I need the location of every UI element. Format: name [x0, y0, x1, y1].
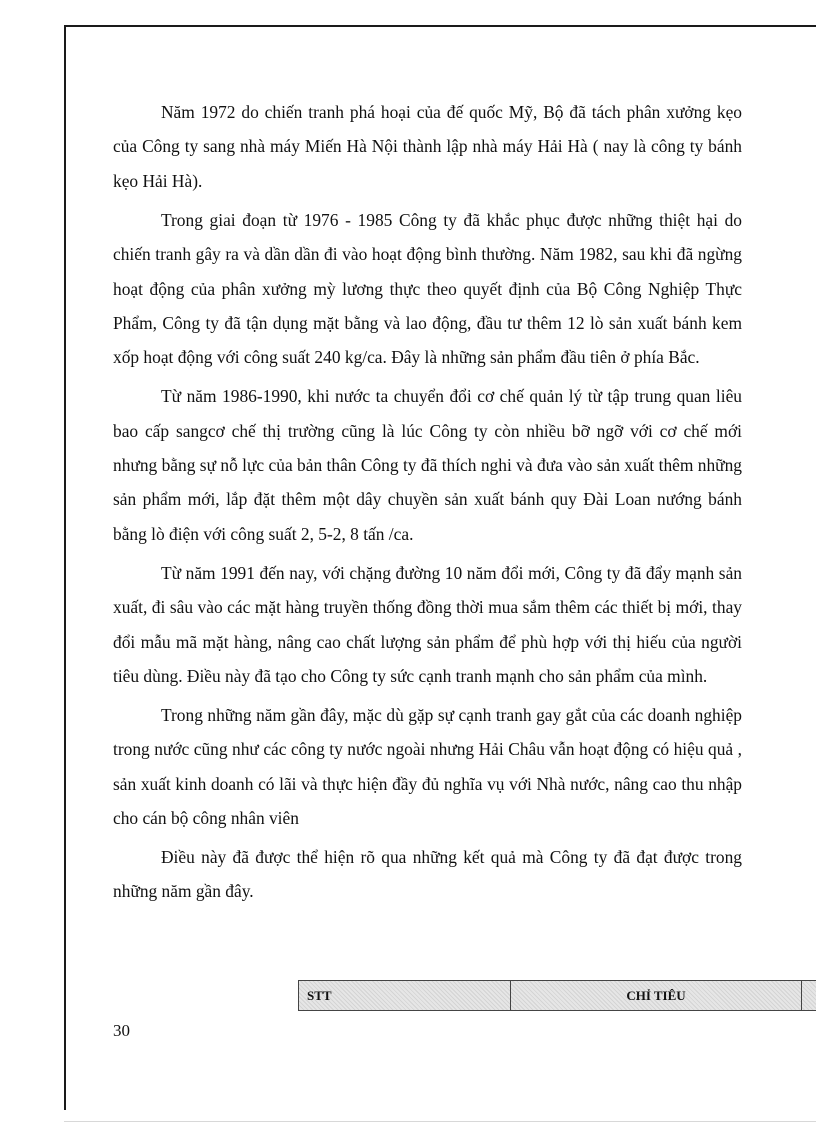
page-number: 30: [113, 1021, 130, 1040]
paragraph-2: Trong giai đoạn từ 1976 - 1985 Công ty đã khắc phục được những thiệt hại do chiến tranh gây ra và dần dần đi vào hoạt động bình thường. Năm 1982, sau khi đã ngừng hoạt động của phân xưởng mỳ lương thực theo quyết định của Bộ Công Nghiệp Thực Phẩm, Công ty đã tận dụng mặt bằng và lao động, đầu tư thêm 12 lò sản xuất bánh kem xốp hoạt động với công suất 240 kg/ca. Đây là những sản phẩm đầu tiên ở phía Bắc.: [113, 209, 742, 368]
page-bottom-divider: [64, 1121, 816, 1122]
table-header-chi-tieu: CHỈ TIÊU: [511, 981, 802, 1010]
table-header-stt: STT: [299, 981, 511, 1010]
body-text: [113, 95, 742, 913]
table-header-cell: [802, 981, 816, 1010]
paragraph-5: Trong những năm gần đây, mặc dù gặp sự cạnh tranh gay gắt của các doanh nghiệp trong nước cũng như các công ty nước ngoài nhưng Hải Châu vẫn hoạt động có hiệu quả , sản xuất kinh doanh có lãi và thực hiện đầy đủ nghĩa vụ với Nhà nước, nâng cao thu nhập cho cán bộ công nhân viên: [113, 704, 742, 829]
paragraph-6: Điều này đã được thể hiện rõ qua những kết quả mà Công ty đã đạt được trong những năm gần đây.: [113, 847, 742, 902]
paragraph-1: Năm 1972 do chiến tranh phá hoại của đế quốc Mỹ, Bộ đã tách phân xưởng kẹo của Công ty sang nhà máy Miến Hà Nội thành lập nhà máy Hải Hà ( nay là công ty bánh kẹo Hải Hà).: [113, 102, 742, 191]
paragraph-4: Từ năm 1991 đến nay, với chặng đường 10 năm đổi mới, Công ty đã đẩy mạnh sản xuất, đi sâu vào các mặt hàng truyền thống đồng thời mua sắm thêm các thiết bị mới, thay đổi mẫu mã mặt hàng, nâng cao chất lượng sản phẩm để phù hợp với thị hiếu của người tiêu dùng. Điều này đã tạo cho Công ty sức cạnh tranh mạnh cho sản phẩm của mình.: [113, 562, 742, 686]
paragraph-3: Từ năm 1986-1990, khi nước ta chuyển đổi cơ chế quản lý từ tập trung quan liêu bao cấp sangcơ chế thị trường cũng là lúc Công ty còn nhiều bỡ ngỡ với cơ chế mới nhưng bằng sự nỗ lực của bản thân Công ty đã thích nghi và đưa vào sản xuất thêm những sản phẩm mới, lắp đặt thêm một dây chuyền sản xuất bánh quy Đài Loan nướng bánh bằng lò điện với công suất 2, 5-2, 8 tấn /ca.: [113, 386, 742, 544]
table-header-row: [298, 980, 816, 1011]
